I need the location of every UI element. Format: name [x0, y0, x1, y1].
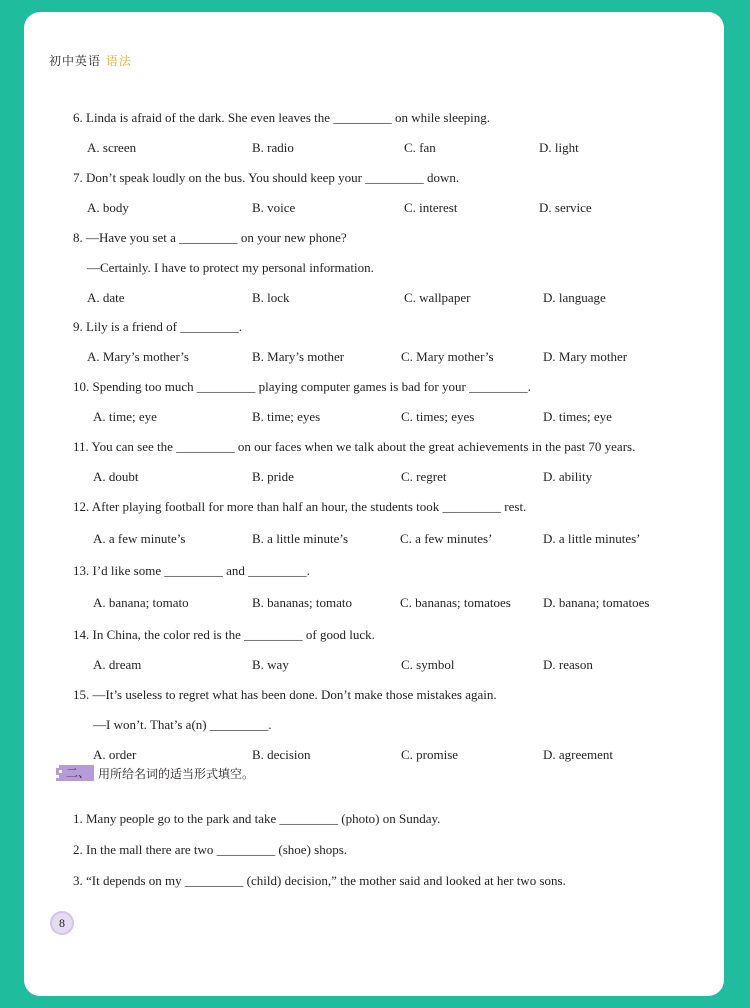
section-badge [56, 765, 94, 781]
option: D. times; eye [543, 409, 612, 424]
option: C. symbol [401, 657, 455, 672]
option: C. Mary mother’s [401, 349, 494, 364]
question-stem-reply: —I won’t. That’s a(n) _________. [93, 717, 272, 732]
option: A. a few minute’s [93, 531, 186, 546]
question-stem: 12. After playing football for more than half an hour, the students took _________ rest. [73, 499, 527, 514]
fill-question: 1. Many people go to the park and take _________ (photo) on Sunday. [73, 811, 441, 826]
question-stem: 14. In China, the color red is the _________ of good luck. [73, 627, 375, 642]
page-header [49, 52, 132, 69]
option: A. banana; tomato [93, 595, 189, 610]
option: B. voice [252, 200, 296, 215]
option: B. pride [252, 469, 294, 484]
option: C. fan [404, 140, 436, 155]
option: B. radio [252, 140, 294, 155]
fill-question: 3. “It depends on my _________ (child) decision,” the mother said and looked at her two sons. [73, 873, 566, 888]
option: D. ability [543, 469, 593, 484]
option: C. interest [404, 200, 458, 215]
option: C. regret [401, 469, 447, 484]
option: B. decision [252, 747, 311, 762]
section-number: 二、 [66, 766, 91, 780]
option: B. lock [252, 290, 290, 305]
option: D. service [539, 200, 592, 215]
question-stem: 7. Don’t speak loudly on the bus. You should keep your _________ down. [73, 170, 460, 185]
question-stem: 8. —Have you set a _________ on your new phone? [73, 230, 347, 245]
option: C. wallpaper [404, 290, 471, 305]
question-stem: 13. I’d like some _________ and _________. [73, 563, 310, 578]
option: B. a little minute’s [252, 531, 349, 546]
option: C. promise [401, 747, 459, 762]
option: C. times; eyes [401, 409, 475, 424]
pixel-decoration-icon [56, 765, 62, 781]
option: A. time; eye [93, 409, 157, 424]
section-heading [56, 765, 254, 781]
header-subtitle: 语法 [105, 54, 132, 68]
option: A. screen [87, 140, 137, 155]
option: A. dream [93, 657, 142, 672]
option: C. a few minutes’ [400, 531, 493, 546]
question-stem: 11. You can see the _________ on our faces when we talk about the great achievements in the past 70 years. [73, 439, 636, 454]
option: A. body [87, 200, 129, 215]
fill-question: 2. In the mall there are two _________ (shoe) shops. [73, 842, 348, 857]
question-stem: 10. Spending too much _________ playing computer games is bad for your _________. [73, 379, 531, 394]
header-title: 初中英语 [49, 54, 102, 68]
option: A. doubt [93, 469, 139, 484]
option: B. way [252, 657, 289, 672]
option: C. bananas; tomatoes [400, 595, 511, 610]
option: A. order [93, 747, 137, 762]
option: B. bananas; tomato [252, 595, 353, 610]
option: D. light [539, 140, 579, 155]
page-number: 8 [50, 911, 74, 935]
question-stem: 9. Lily is a friend of _________. [73, 319, 242, 334]
option: B. time; eyes [252, 409, 321, 424]
option: B. Mary’s mother [252, 349, 345, 364]
section-title: 用所给名词的适当形式填空。 [98, 766, 255, 781]
option: D. agreement [543, 747, 614, 762]
question-stem-reply: —Certainly. I have to protect my personal information. [87, 260, 374, 275]
option: D. language [543, 290, 606, 305]
option: D. reason [543, 657, 593, 672]
option: A. date [87, 290, 125, 305]
option: D. banana; tomatoes [543, 595, 650, 610]
option: D. Mary mother [543, 349, 628, 364]
question-stem: 6. Linda is afraid of the dark. She even leaves the _________ on while sleeping. [73, 110, 490, 125]
question-stem: 15. —It’s useless to regret what has been done. Don’t make those mistakes again. [73, 687, 497, 702]
option: A. Mary’s mother’s [87, 349, 189, 364]
option: D. a little minutes’ [543, 531, 641, 546]
